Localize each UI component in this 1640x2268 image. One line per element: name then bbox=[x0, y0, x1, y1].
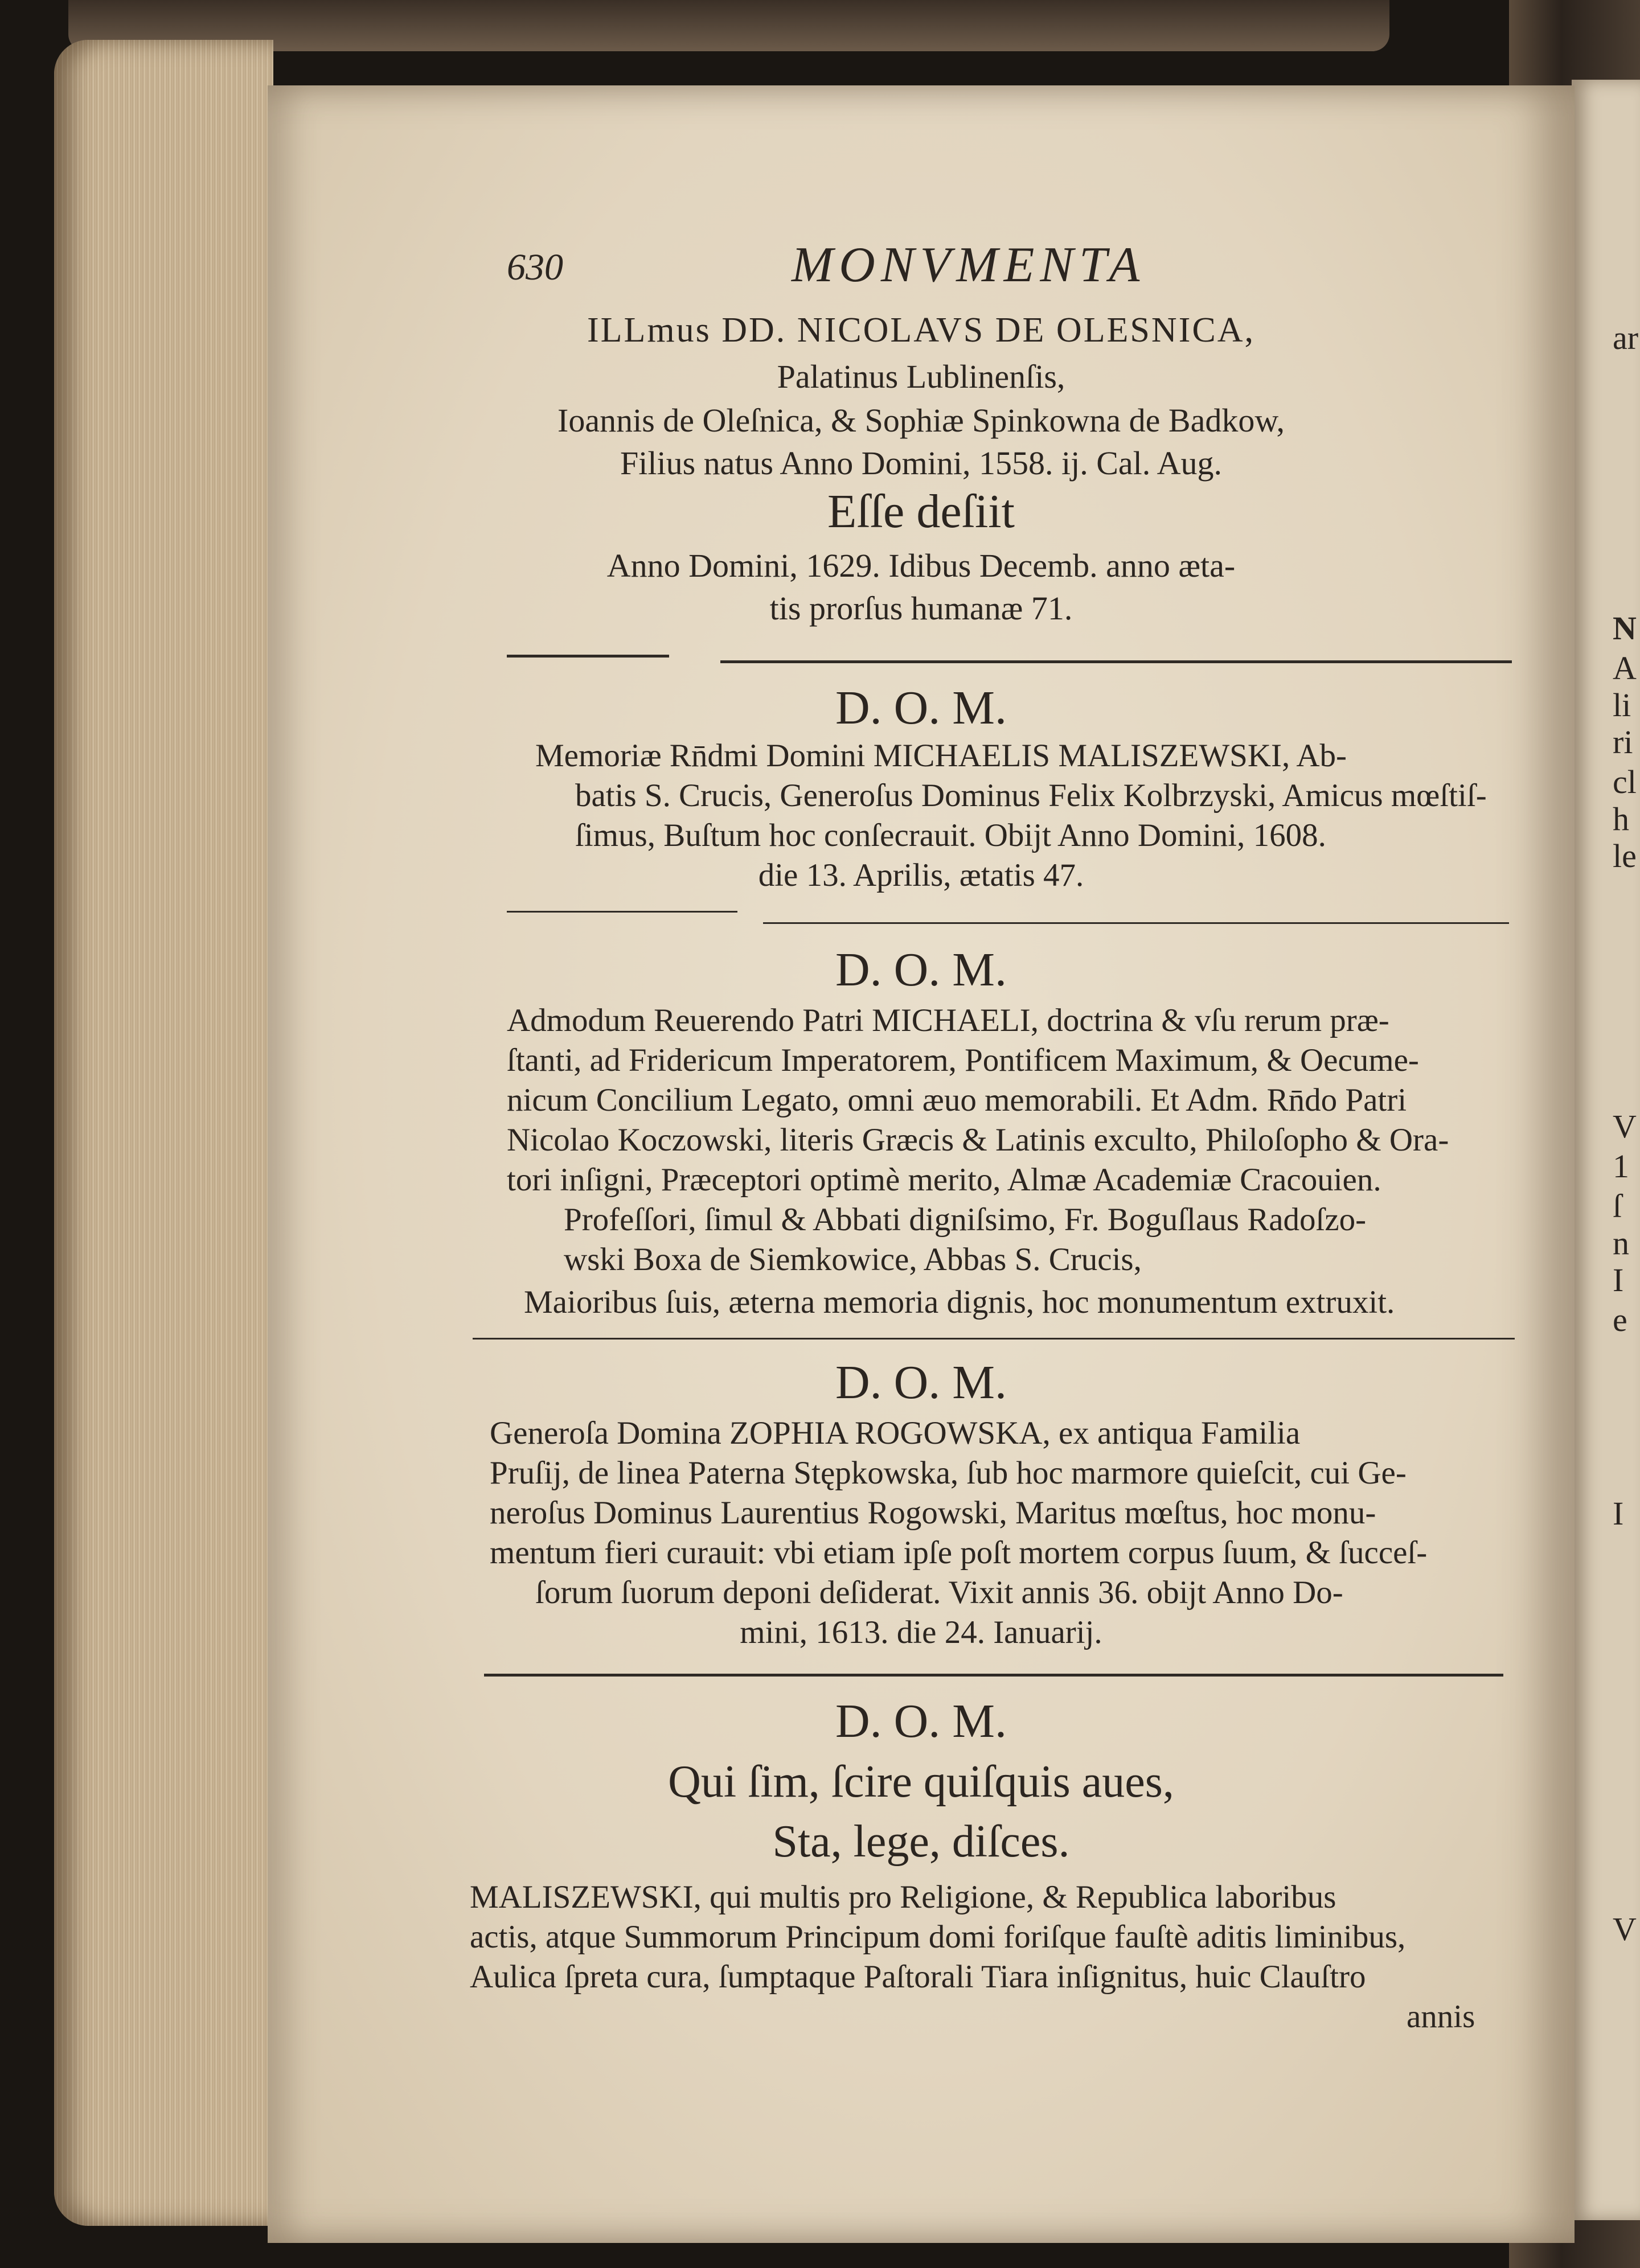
epitaph-3-line: Nicolao Koczowski, literis Græcis & Latinis exculto, Philoſopho & Ora- bbox=[507, 1122, 1449, 1158]
epitaph-1-line: Ioannis de Oleſnica, & Sophiæ Spinkowna de Badkow, bbox=[557, 402, 1285, 439]
divider-rule bbox=[473, 1338, 1515, 1340]
epitaph-3-line: Maioribus ſuis, æterna memoria dignis, hoc monumentum extruxit. bbox=[524, 1284, 1395, 1320]
epitaph-2-line: batis S. Crucis, Generoſus Dominus Felix Kolbrzyski, Amicus mœſtiſ- bbox=[575, 778, 1487, 813]
facing-page-fragment: N bbox=[1613, 610, 1637, 647]
facing-page-fragment: li bbox=[1613, 687, 1631, 724]
facing-page-fragment: I bbox=[1613, 1262, 1624, 1299]
epitaph-1-name: ILLmus DD. NICOLAVS DE OLESNICA, bbox=[587, 311, 1255, 350]
epitaph-3-line: ſtanti, ad Fridericum Imperatorem, Pontificem Maximum, & Oecume- bbox=[507, 1042, 1419, 1078]
divider-rule bbox=[507, 911, 737, 913]
page-block-edge bbox=[54, 40, 273, 2226]
divider-rule bbox=[507, 655, 669, 658]
epitaph-2-line: die 13. Aprilis, ætatis 47. bbox=[758, 857, 1084, 893]
facing-page-fragment: V bbox=[1613, 1108, 1637, 1145]
epitaph-4-line: mentum fieri curauit: vbi etiam ipſe poſt mortem corpus ſuum, & ſucceſ- bbox=[490, 1535, 1428, 1571]
epitaph-2-line: Memoriæ Rn̄dmi Domini MICHAELIS MALISZEWSKI, Ab- bbox=[535, 738, 1347, 774]
epitaph-4-line: Pruſij, de linea Paterna Stępkowska, ſub hoc marmore quieſcit, cui Ge- bbox=[490, 1455, 1407, 1491]
facing-page-strip bbox=[1572, 80, 1640, 2220]
divider-rule bbox=[484, 1674, 1503, 1677]
epitaph-3-heading: D. O. M. bbox=[835, 943, 1007, 996]
epitaph-3-line: Profeſſori, ſimul & Abbati digniſsimo, Fr. Boguſlaus Radoſzo- bbox=[564, 1202, 1367, 1238]
facing-page-fragment: 1 bbox=[1613, 1148, 1629, 1185]
epitaph-1-line: Anno Domini, 1629. Idibus Decemb. anno æta- bbox=[606, 547, 1236, 584]
epitaph-1-line: Palatinus Lublinenſis, bbox=[777, 358, 1065, 395]
epitaph-5-motto: Sta, lege, diſces. bbox=[772, 1817, 1070, 1867]
epitaph-1-line: tis prorſus humanæ 71. bbox=[769, 590, 1073, 627]
facing-page-fragment: cl bbox=[1613, 763, 1637, 800]
epitaph-5-line: MALISZEWSKI, qui multis pro Religione, & Republica laboribus bbox=[470, 1879, 1336, 1915]
catchword: annis bbox=[1407, 1999, 1475, 2035]
epitaph-4-line: mini, 1613. die 24. Ianuarij. bbox=[740, 1614, 1102, 1650]
facing-page-fragment: A bbox=[1613, 650, 1637, 687]
epitaph-3-line: nicum Concilium Legato, omni æuo memorabili. Et Adm. Rn̄do Patri bbox=[507, 1082, 1407, 1118]
facing-page-fragment: n bbox=[1613, 1225, 1629, 1262]
divider-rule bbox=[763, 922, 1509, 924]
epitaph-3-line: wski Boxa de Siemkowice, Abbas S. Crucis, bbox=[564, 1242, 1142, 1277]
epitaph-4-line: ſorum ſuorum deponi deſiderat. Vixit annis 36. obijt Anno Do- bbox=[535, 1575, 1343, 1610]
epitaph-4-line: neroſus Dominus Laurentius Rogowski, Maritus mœſtus, hoc monu- bbox=[490, 1495, 1376, 1531]
facing-page-fragment: ſ bbox=[1613, 1188, 1622, 1225]
page-number: 630 bbox=[507, 246, 563, 288]
epitaph-5-motto: Qui ſim, ſcire quiſquis aues, bbox=[668, 1757, 1174, 1807]
page-630 bbox=[268, 85, 1575, 2243]
epitaph-3-line: Admodum Reuerendo Patri MICHAELI, doctrina & vſu rerum præ- bbox=[507, 1002, 1389, 1038]
epitaph-2-line: ſimus, Buſtum hoc conſecrauit. Obijt Anno Domini, 1608. bbox=[575, 817, 1326, 853]
epitaph-4-line: Generoſa Domina ZOPHIA ROGOWSKA, ex antiqua Familia bbox=[490, 1415, 1301, 1451]
running-title: MONVMENTA bbox=[792, 237, 1146, 293]
facing-page-fragment: V bbox=[1613, 1910, 1637, 1947]
epitaph-1-line: Filius natus Anno Domini, 1558. ij. Cal. Aug. bbox=[620, 445, 1222, 482]
facing-page-fragment: e bbox=[1613, 1301, 1627, 1338]
facing-page-fragment: le bbox=[1613, 837, 1637, 874]
epitaph-5-line: Aulica ſpreta cura, ſumptaque Paſtorali Tiara inſignitus, huic Clauſtro bbox=[470, 1959, 1366, 1995]
epitaph-1-line: Eſſe deſiit bbox=[827, 485, 1015, 538]
epitaph-3-line: tori inſigni, Præceptori optimè merito, Almæ Academiæ Cracouien. bbox=[507, 1162, 1381, 1198]
epitaph-5-heading: D. O. M. bbox=[835, 1695, 1007, 1748]
epitaph-2-heading: D. O. M. bbox=[835, 681, 1007, 734]
facing-page-fragment: ar bbox=[1613, 319, 1639, 356]
facing-page-fragment: I bbox=[1613, 1495, 1624, 1532]
epitaph-5-line: actis, atque Summorum Principum domi foriſque fauſtè aditis liminibus, bbox=[470, 1919, 1406, 1955]
epitaph-4-heading: D. O. M. bbox=[835, 1356, 1007, 1409]
facing-page-fragment: h bbox=[1613, 800, 1629, 837]
divider-rule bbox=[720, 660, 1512, 663]
facing-page-fragment: ri bbox=[1613, 724, 1633, 761]
